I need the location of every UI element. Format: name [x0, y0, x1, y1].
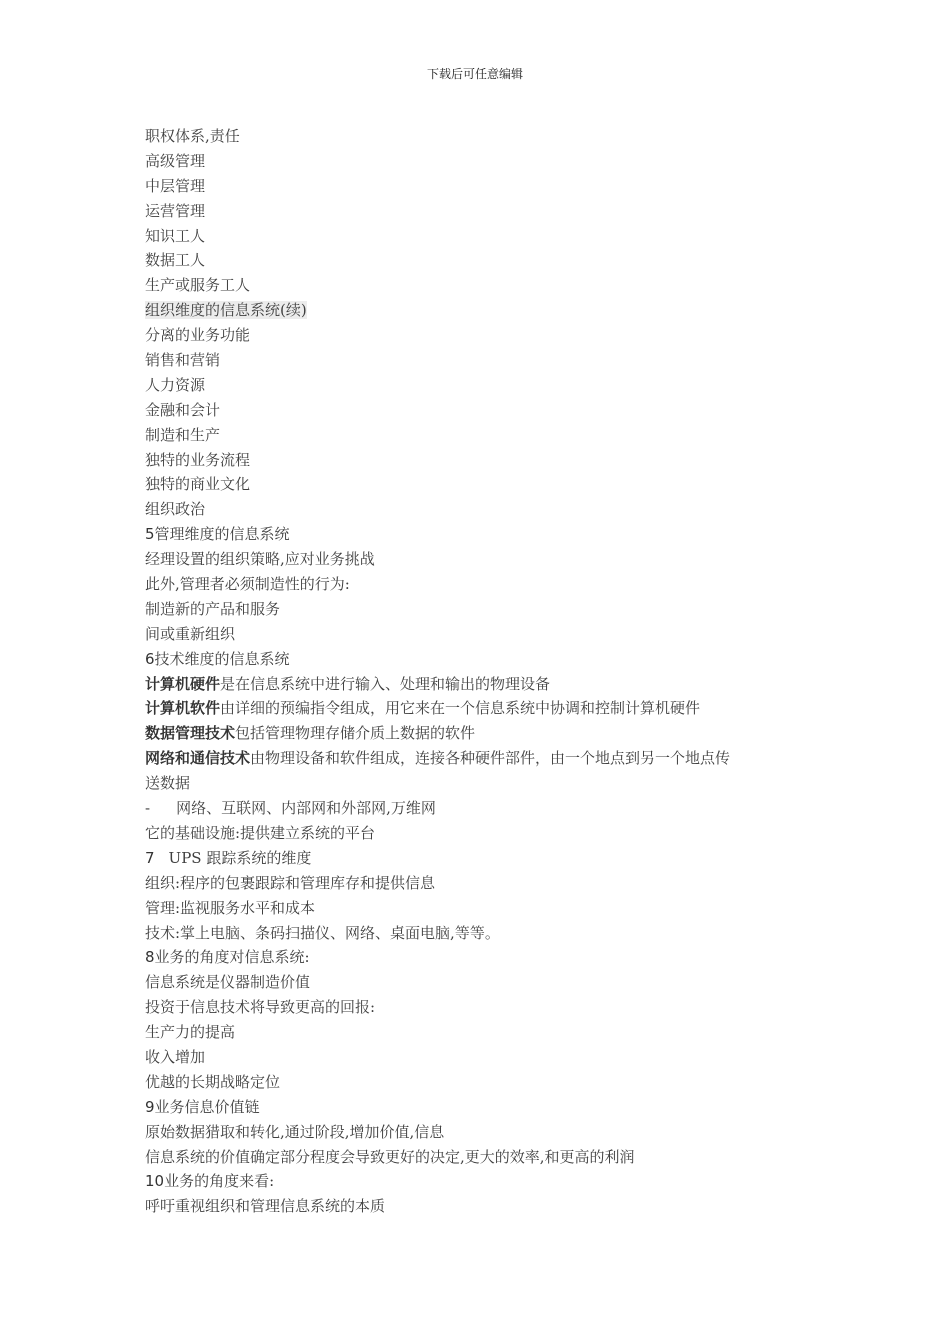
text-line: 组织:程序的包裹跟踪和管理库存和提供信息: [145, 873, 436, 892]
section-heading-9: [145, 1095, 815, 1120]
text-line: 优越的长期战略定位: [145, 1072, 281, 1091]
page-header: 下载后可任意编辑: [426, 67, 523, 81]
bullet-line: [145, 796, 815, 821]
term: 网络和通信技术: [145, 749, 251, 768]
definition-line: [145, 696, 815, 721]
definition: 由详细的预编指令组成，用它来在一个信息系统中协调和控制计算机硬件: [220, 699, 701, 718]
section-number: 7: [145, 848, 155, 867]
section-title: 业务信息价值链: [154, 1097, 260, 1116]
highlighted-text: 组织维度的信息系统(续): [145, 301, 307, 320]
document-body: [145, 124, 815, 1219]
text-line: 销售和营销: [145, 351, 221, 370]
text-line: 数据工人: [145, 251, 206, 270]
section-number: 6: [145, 649, 155, 668]
section-heading-6: [145, 647, 815, 672]
section-number: 8: [145, 948, 155, 967]
text-line: 经理设置的组织策略,应对业务挑战: [145, 550, 375, 569]
text-line: 信息系统是仪器制造价值: [145, 973, 311, 992]
text-line: 人力资源: [145, 375, 206, 394]
text-line: 送数据: [145, 774, 191, 793]
text-line: 此外,管理者必须制造性的行为:: [145, 575, 350, 594]
section-heading-7: [145, 846, 815, 871]
definition-line: [145, 672, 815, 697]
term: 计算机硬件: [145, 674, 221, 693]
text-line: 制造和生产: [145, 425, 221, 444]
text-line: 收入增加: [145, 1047, 206, 1066]
text-line: 组织政治: [145, 500, 206, 519]
text-line: 运营管理: [145, 201, 206, 220]
text-line: 生产力的提高: [145, 1023, 236, 1042]
definition: 包括管理物理存储介质上数据的软件: [235, 724, 476, 743]
section-number: 5: [145, 525, 155, 544]
section-heading-5: [145, 522, 815, 547]
text-line: 金融和会计: [145, 400, 221, 419]
section-title: 技术维度的信息系统: [154, 649, 290, 668]
definition-line: [145, 721, 815, 746]
term: 数据管理技术: [145, 724, 236, 743]
section-title: 业务的角度来看:: [164, 1172, 275, 1191]
text-line: 制造新的产品和服务: [145, 599, 281, 618]
section-title: 管理维度的信息系统: [154, 525, 290, 544]
text-line: 独特的业务流程: [145, 450, 251, 469]
text-line: 技术:掌上电脑、条码扫描仪、网络、桌面电脑,等等。: [145, 923, 500, 942]
section-number: 9: [145, 1097, 155, 1116]
highlighted-heading: [145, 298, 815, 323]
text-line: 它的基础设施:提供建立系统的平台: [145, 823, 376, 842]
text-line: 中层管理: [145, 176, 206, 195]
text-line: 信息系统的价值确定部分程度会导致更好的决定,更大的效率,和更高的利润: [145, 1147, 635, 1166]
text-line: 独特的商业文化: [145, 475, 251, 494]
dash-marker: -: [145, 799, 151, 818]
text-line: 投资于信息技术将导致更高的回报:: [145, 998, 376, 1017]
text-line: 高级管理: [145, 151, 206, 170]
text-line: 分离的业务功能: [145, 326, 251, 345]
text-line: 职权体系,责任: [145, 127, 240, 145]
text-line: 知识工人: [145, 226, 206, 245]
text-line: 管理:监视服务水平和成本: [145, 898, 316, 917]
text-line: 原始数据猎取和转化,通过阶段,增加价值,信息: [145, 1122, 445, 1141]
text-line: 呼吁重视组织和管理信息系统的本质: [145, 1197, 386, 1216]
definition-line: [145, 746, 815, 771]
term: 计算机软件: [145, 699, 221, 718]
section-heading-8: [145, 945, 815, 970]
bullet-text: 网络、互联网、内部网和外部网,万维网: [176, 799, 436, 818]
text-line: 生产或服务工人: [145, 276, 251, 295]
text-line: 间或重新组织: [145, 624, 236, 643]
section-title: UPS 跟踪系统的维度: [168, 848, 312, 867]
definition: 是在信息系统中进行输入、处理和输出的物理设备: [220, 674, 551, 693]
definition: 由物理设备和软件组成，连接各种硬件部件，由一个地点到另一个地点传: [250, 749, 731, 768]
section-title: 业务的角度对信息系统:: [154, 948, 310, 967]
section-number: 10: [145, 1172, 165, 1191]
section-heading-10: [145, 1169, 815, 1194]
